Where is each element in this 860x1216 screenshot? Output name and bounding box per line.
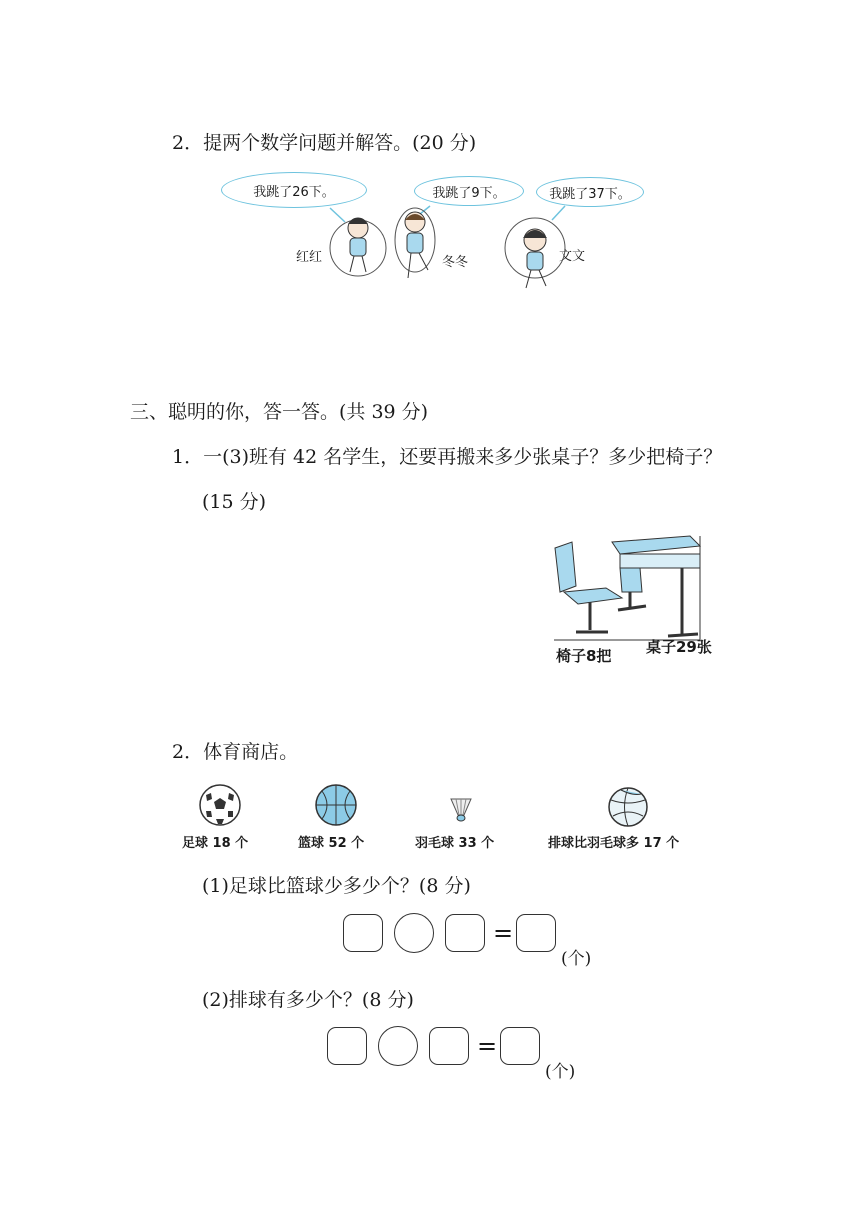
basketball-label: 篮球 52 个 (298, 836, 365, 851)
volleyball-icon (607, 786, 649, 828)
section-3-heading: 三、聪明的你，答一答。(共 39 分) (130, 401, 429, 423)
sub-question-1-text: (1)足球比篮球少多少个？(8 分) (202, 875, 471, 897)
answer-box-2b[interactable] (429, 1027, 469, 1065)
kids-jumping-rope-illustration (290, 200, 590, 300)
speech-text: 我跳了26下。 (253, 184, 335, 200)
sub-question-2-text: (2)排球有多少个？(8 分) (202, 989, 414, 1011)
soccer-ball-icon (198, 783, 242, 827)
question-3-1-points: (15 分) (202, 491, 267, 513)
question-2-text: 2．提两个数学问题并解答。(20 分) (172, 132, 477, 154)
unit-label-1: (个) (561, 949, 592, 969)
chair-count-label: 椅子8把 (556, 647, 612, 665)
answer-box-2a[interactable] (327, 1027, 367, 1065)
basketball-icon (314, 783, 358, 827)
shuttlecock-label: 羽毛球 33 个 (415, 836, 495, 851)
chair-icon (555, 542, 622, 632)
operator-circle-2[interactable] (378, 1026, 418, 1066)
answer-box-1a[interactable] (343, 914, 383, 952)
unit-label-2: (个) (545, 1062, 576, 1082)
answer-box-1-result[interactable] (516, 914, 556, 952)
desk-and-chair-illustration (550, 528, 710, 648)
equals-sign-1: = (493, 919, 514, 947)
girl-honghong-icon (330, 218, 386, 276)
boy-dongdong-icon (395, 208, 435, 278)
question-3-2-title: 2．体育商店。 (172, 741, 299, 763)
answer-box-2-result[interactable] (500, 1027, 540, 1065)
question-3-1-text: 1．一(3)班有 42 名学生，还要再搬来多少张桌子？多少把椅子？ (172, 446, 723, 468)
name-wenwen: 文文 (559, 249, 586, 264)
name-honghong: 红红 (296, 250, 323, 265)
girl-wenwen-icon (505, 218, 565, 288)
answer-box-1b[interactable] (445, 914, 485, 952)
name-dongdong: 冬冬 (442, 255, 469, 270)
speech-text: 我跳了37下。 (549, 186, 631, 202)
equals-sign-2: = (477, 1032, 498, 1060)
desk-count-label: 桌子29张 (646, 638, 712, 656)
volleyball-label: 排球比羽毛球多 17 个 (548, 836, 680, 851)
shuttlecock-icon (449, 797, 473, 823)
speech-text: 我跳了9下。 (432, 185, 506, 201)
desk-icon (612, 536, 700, 636)
soccer-ball-label: 足球 18 个 (182, 836, 249, 851)
operator-circle-1[interactable] (394, 913, 434, 953)
